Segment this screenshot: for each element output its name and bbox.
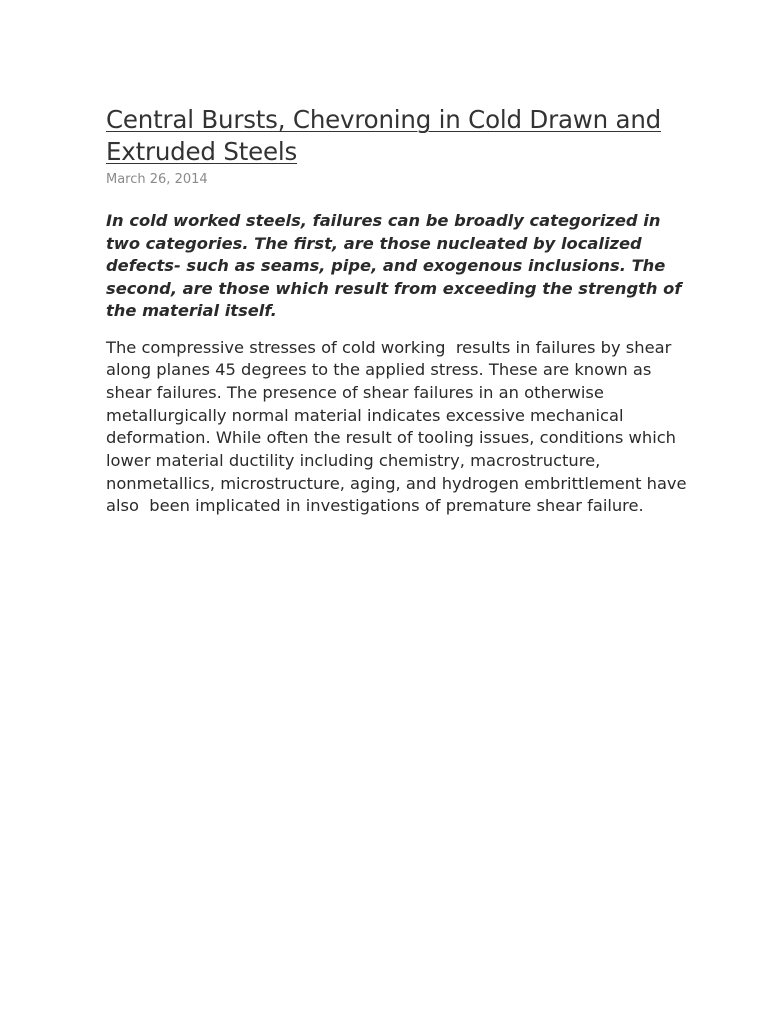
article-date: March 26, 2014 (106, 172, 208, 187)
article-body-paragraph: The compressive stresses of cold working results in failures by shear along planes 45 degrees to the applied stress. These are known as shear failures. The presence of shear failures in an otherwise metallurgically normal material indicates excessive mechanical deformation. While often the result of tooling issues, conditions which lower material ductility including chemistry, macrostructure, nonmetallics, microstructure, aging, and hydrogen embrittlement have also been implicated in investigations of premature shear failure. (106, 337, 692, 516)
article-lead-paragraph: In cold worked steels, failures can be broadly categorized in two categories. The first, are those nucleated by localized defects- such as seams, pipe, and exogenous inclusions. The second, are those which result from exceeding the strength of the material itself. (106, 211, 682, 320)
article-title[interactable]: Central Bursts, Chevroning in Cold Drawn and Extruded Steels (106, 105, 662, 166)
